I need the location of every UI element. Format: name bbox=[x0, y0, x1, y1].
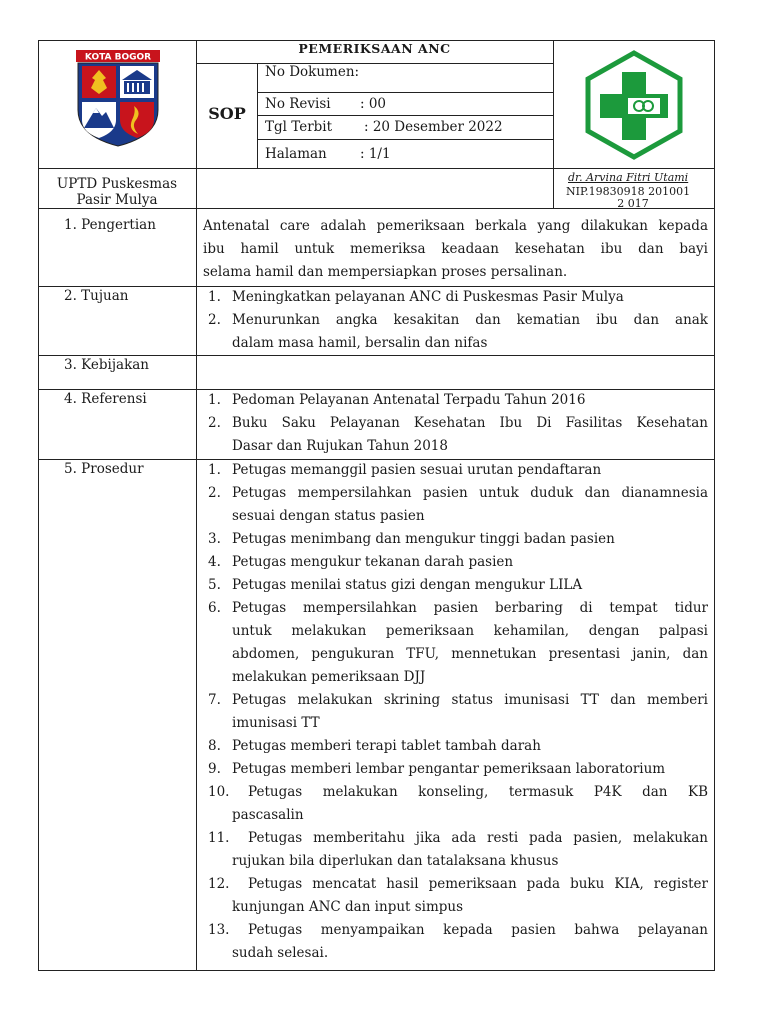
label-referensi: 4. Referensi bbox=[64, 391, 147, 407]
list-item: 4. Petugas mengukur tekanan darah pasien bbox=[208, 554, 514, 570]
signer-nip-line1: NIP.19830918 201001 bbox=[566, 185, 691, 198]
list-item: 3. Petugas menimbang dan mengukur tinggi badan pasien bbox=[208, 531, 615, 547]
list-item: 12. Petugas mencatat hasil pemeriksaan pada buku KIA, register kunjungan ANC dan input simpus bbox=[208, 876, 708, 915]
row-line-tujuan bbox=[38, 355, 715, 356]
row-line-revisi bbox=[257, 115, 553, 116]
org-name-line2: Pasir Mulya bbox=[76, 192, 158, 208]
pengertian-line: ibu hamil untuk memeriksa keadaan kesehatan ibu dan bayi bbox=[203, 241, 708, 257]
list-item: 7. Petugas melakukan skrining status imunisasi TT dan memberi imunisasi TT bbox=[208, 692, 708, 731]
list-item: 1. Pedoman Pelayanan Antenatal Terpadu Tahun 2016 bbox=[208, 392, 586, 408]
logo-left-text: KOTA BOGOR bbox=[84, 52, 152, 63]
signer-name: dr. Arvina Fitri Utami bbox=[568, 171, 689, 184]
no-revisi-label: No Revisi bbox=[265, 96, 331, 112]
row-line-dokumen bbox=[257, 92, 553, 93]
row-line-terbit bbox=[257, 139, 553, 140]
table-border-bottom bbox=[38, 970, 715, 971]
pengertian-line: Antenatal care adalah pemeriksaan berkala yang dilakukan kepada bbox=[203, 218, 708, 234]
halaman-value: : 1/1 bbox=[360, 146, 391, 162]
tgl-terbit-value: : 20 Desember 2022 bbox=[364, 119, 503, 135]
label-pengertian: 1. Pengertian bbox=[64, 217, 156, 233]
list-item: 1. Petugas memanggil pasien sesuai urutan pendaftaran bbox=[208, 462, 602, 478]
column-divider-left bbox=[196, 40, 197, 971]
org-name-line1: UPTD Puskesmas bbox=[56, 176, 178, 192]
label-kebijakan: 3. Kebijakan bbox=[64, 357, 150, 373]
signer-nip-line2: 2 017 bbox=[617, 197, 649, 210]
tgl-terbit-label: Tgl Terbit bbox=[265, 119, 333, 135]
list-item: 9. Petugas memberi lembar pengantar pemeriksaan laboratorium bbox=[208, 761, 666, 777]
list-item: 2. Buku Saku Pelayanan Kesehatan Ibu Di Fasilitas Kesehatan Dasar dan Rujukan Tahun 2018 bbox=[208, 415, 708, 454]
list-item: 2. Menurunkan angka kesakitan dan kematian ibu dan anak dalam masa hamil, bersalin dan nifas bbox=[208, 312, 708, 351]
no-revisi-value: : 00 bbox=[360, 96, 387, 112]
document-title: PEMERIKSAAN ANC bbox=[298, 41, 451, 56]
pengertian-line: selama hamil dan mempersiapkan proses persalinan. bbox=[203, 264, 568, 280]
no-dokumen-label: No Dokumen: bbox=[265, 64, 360, 80]
column-divider-right bbox=[553, 40, 554, 208]
list-item: 11. Petugas memberitahu jika ada resti pada pasien, melakukan rujukan bila diperlukan dan tatalaksana khusus bbox=[208, 830, 708, 869]
list-item: 2. Petugas mempersilahkan pasien untuk duduk dan dianamnesia sesuai dengan status pasien bbox=[208, 485, 708, 524]
label-tujuan: 2. Tujuan bbox=[64, 288, 129, 304]
halaman-label: Halaman bbox=[265, 146, 327, 162]
puskesmas-logo bbox=[584, 50, 684, 160]
title-underline bbox=[196, 63, 553, 64]
table-border-right bbox=[714, 40, 715, 971]
row-line-header bbox=[38, 168, 715, 169]
kota-bogor-emblem bbox=[76, 50, 160, 148]
list-item: 1. Meningkatkan pelayanan ANC di Puskesmas Pasir Mulya bbox=[208, 289, 624, 305]
list-item: 10. Petugas melakukan konseling, termasuk P4K dan KB pascasalin bbox=[208, 784, 708, 823]
list-item: 5. Petugas menilai status gizi dengan mengukur LILA bbox=[208, 577, 583, 593]
list-item: 13. Petugas menyampaikan kepada pasien bahwa pelayanan sudah selesai. bbox=[208, 922, 708, 961]
label-prosedur: 5. Prosedur bbox=[64, 461, 144, 477]
sop-label: SOP bbox=[208, 104, 246, 123]
list-item: 6. Petugas mempersilahkan pasien berbaring di tempat tidur untuk melakukan pemeriksaan kehamilan, dengan palpasi abdomen, pengukuran TFU, mennetukan presentasi janin, dan melakukan pemeriksaan DJJ bbox=[208, 600, 708, 685]
list-item: 8. Petugas memberi terapi tablet tambah darah bbox=[208, 738, 541, 754]
